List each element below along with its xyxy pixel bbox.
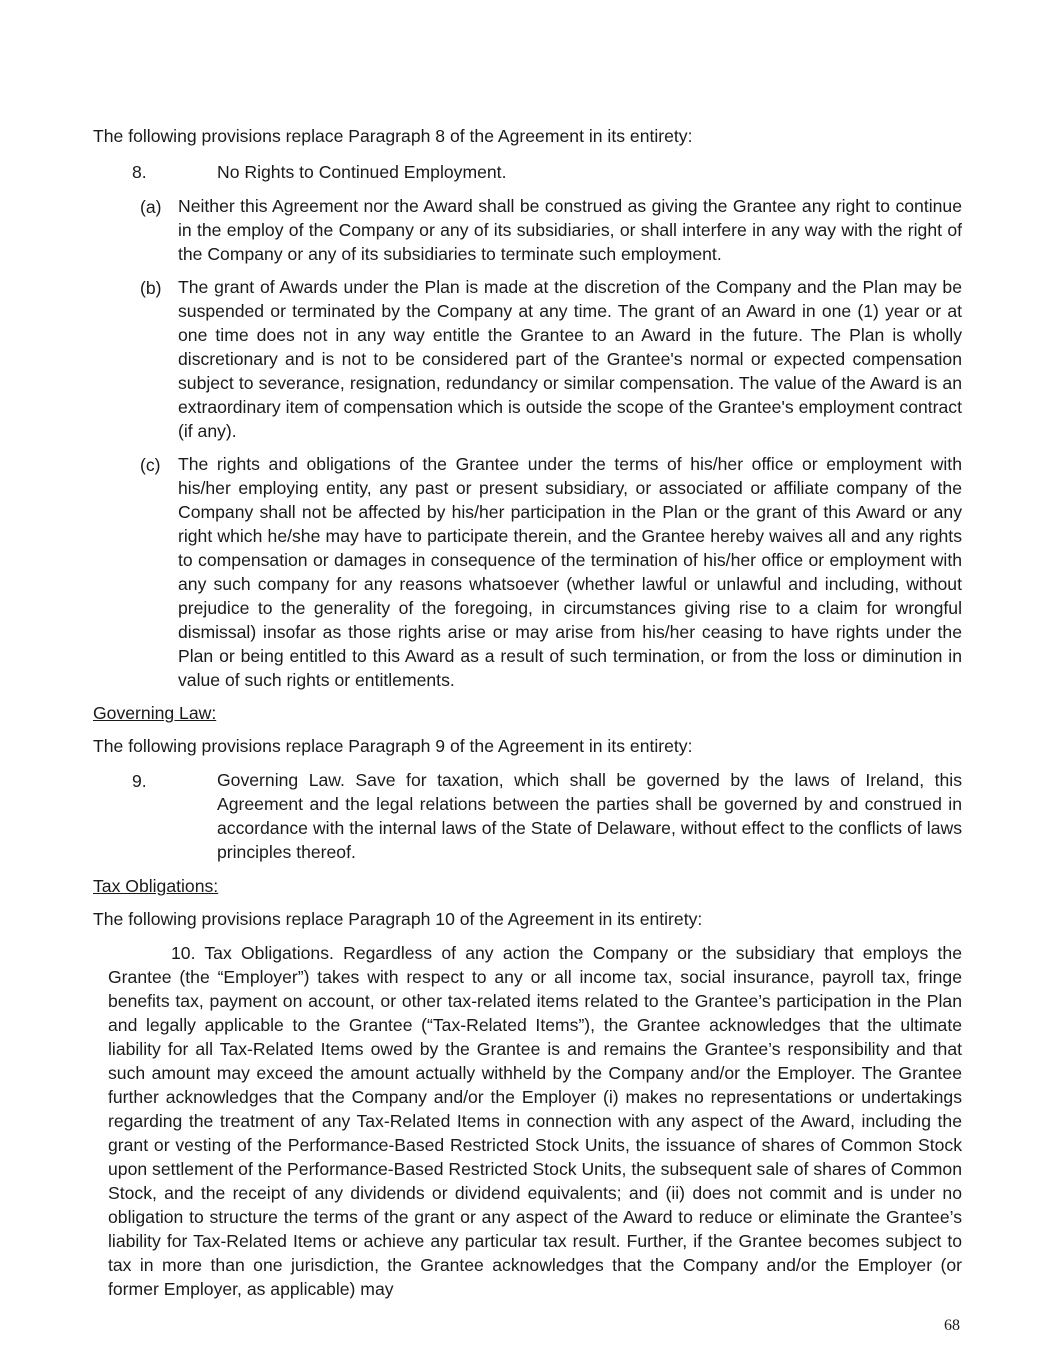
item-a-label: (a): [140, 197, 162, 217]
heading-governing-law: Governing Law:: [93, 703, 217, 723]
section-9-text: Governing Law. Save for taxation, which shall be governed by the laws of Ireland, this Agreement and the legal relations between the parties shall be governed by and construed in accordance with the internal laws of the State of Delaware, without effect to the conflicts of laws principles thereof.: [217, 770, 962, 862]
section-8-number: 8.: [132, 162, 147, 182]
item-a-text: Neither this Agreement nor the Award shall be construed as giving the Grantee any right to continue in the employ of the Company or any of its subsidiaries, or shall interfere in any way with the right of the Company or any of its subsidiaries to terminate such employment.: [178, 196, 962, 264]
heading-tax-obligations: Tax Obligations:: [93, 876, 219, 896]
item-c-label: (c): [140, 455, 161, 475]
item-c-text: The rights and obligations of the Grantee under the terms of his/her office or employment with his/her employing entity, any past or present subsidiary, or associated or affiliate company of the Company shall not be affected by his/her participation in the Plan or the grant of this Award or any right which he/she may have to participate therein, and the Grantee hereby waives all and any rights to compensation or damages in consequence of the termination of his/her office or employment with any such company for any reasons whatsoever (whether lawful or unlawful and including, without prejudice to the generality of the foregoing, in circumstances giving rise to a claim for wrongful dismissal) insofar as those rights arise or may arise from his/her ceasing to have rights under the Plan or being entitled to this Award as a result of such termination, or from the loss or diminution in value of such rights or entitlements.: [178, 454, 962, 690]
intro-paragraph-10: The following provisions replace Paragraph 10 of the Agreement in its entirety:: [93, 909, 703, 929]
page-number: 68: [944, 1317, 960, 1334]
section-9-number: 9.: [132, 771, 147, 791]
intro-paragraph-8: The following provisions replace Paragraph 8 of the Agreement in its entirety:: [93, 126, 693, 146]
item-b-text: The grant of Awards under the Plan is made at the discretion of the Company and the Plan may be suspended or terminated by the Company at any time. The grant of an Award in one (1) year or at one time does not in any way entitle the Grantee to an Award in the future. The Plan is wholly discretionary and is not to be considered part of the Grantee's normal or expected compensation subject to severance, resignation, redundancy or similar compensation. The value of the Award is an extraordinary item of compensation which is outside the scope of the Grantee's employment contract (if any).: [178, 277, 962, 441]
intro-paragraph-9: The following provisions replace Paragraph 9 of the Agreement in its entirety:: [93, 736, 693, 756]
section-10-text: 10. Tax Obligations. Regardless of any action the Company or the subsidiary that employs the Grantee (the “Employer”) takes with respect to any or all income tax, social insurance, payroll tax, fringe benefits tax, payment on account, or other tax-related items related to the Grantee’s participation in the Plan and legally applicable to the Grantee (“Tax-Related Items”), the Grantee acknowledges that the ultimate liability for all Tax-Related Items owed by the Grantee is and remains the Grantee’s responsibility and that such amount may exceed the amount actually withheld by the Company and/or the Employer. The Grantee further acknowledges that the Company and/or the Employer (i) makes no representations or undertakings regarding the treatment of any Tax-Related Items in connection with any aspect of the Award, including the grant or vesting of the Performance-Based Restricted Stock Units, the issuance of shares of Common Stock upon settlement of the Performance-Based Restricted Stock Units, the subsequent sale of shares of Common Stock, and the receipt of any dividends or dividend equivalents; and (ii) does not commit and is under no obligation to structure the terms of the grant or any aspect of the Award to reduce or eliminate the Grantee’s liability for Tax-Related Items or achieve any particular tax result. Further, if the Grantee becomes subject to tax in more than one jurisdiction, the Grantee acknowledges that the Company and/or the Employer (or former Employer, as applicable) may: [108, 943, 962, 1299]
section-8-title: No Rights to Continued Employment.: [217, 162, 507, 182]
item-b-label: (b): [140, 278, 162, 298]
